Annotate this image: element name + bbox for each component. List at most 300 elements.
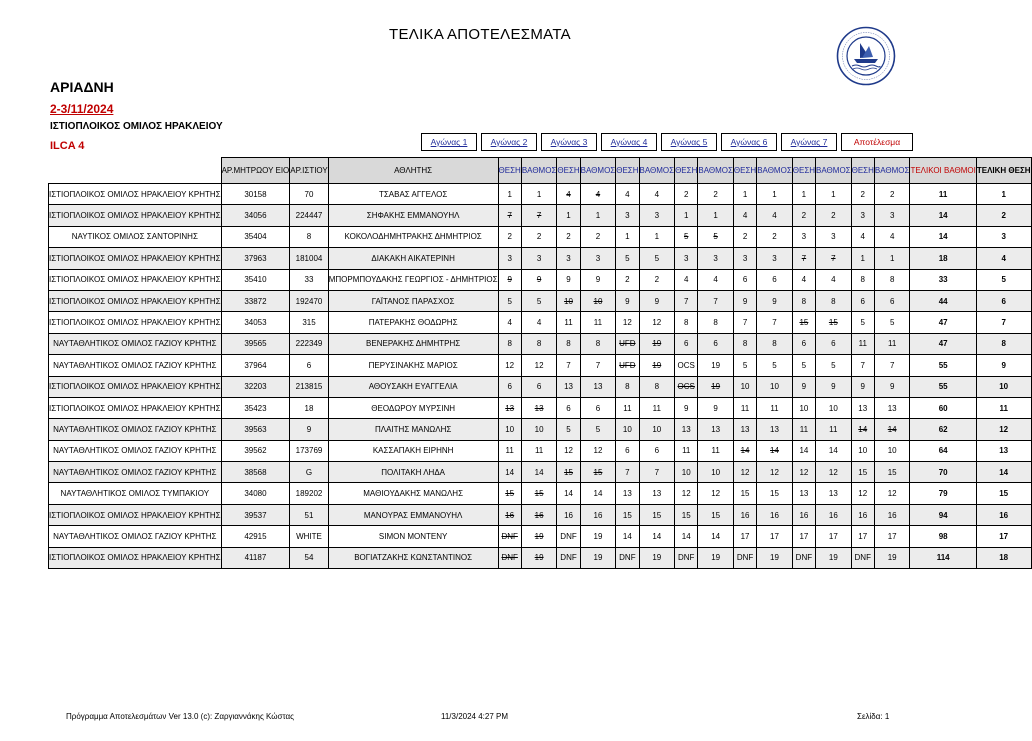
header-points: ΒΑΘΜΟΣ <box>521 158 557 184</box>
reg-number-cell: 39537 <box>221 504 290 525</box>
race-position-cell: 9 <box>675 397 698 418</box>
total-points-cell: 70 <box>910 462 976 483</box>
race-position-cell: 3 <box>851 205 874 226</box>
race-points-cell: 10 <box>698 462 734 483</box>
race-points-cell: 7 <box>521 205 557 226</box>
sail-number-cell: 8 <box>290 226 328 247</box>
result-label: Αποτέλεσμα <box>841 133 913 151</box>
race-points-cell: 9 <box>816 376 852 397</box>
race-points-cell: 19 <box>639 355 675 376</box>
sail-number-cell: 315 <box>290 312 328 333</box>
race-label: Αγώνας 3 <box>541 133 597 151</box>
race-position-cell: 11 <box>733 397 756 418</box>
race-position-cell: 3 <box>498 248 521 269</box>
athlete-cell: ΠΟΛΙΤΑΚΗ ΛΗΔΑ <box>328 462 498 483</box>
race-points-cell: 6 <box>816 333 852 354</box>
race-position-cell: DNF <box>792 547 815 568</box>
race-position-cell: 13 <box>851 397 874 418</box>
race-points-cell: 8 <box>521 333 557 354</box>
race-position-cell: 7 <box>675 290 698 311</box>
race-position-cell: 7 <box>851 355 874 376</box>
total-points-cell: 18 <box>910 248 976 269</box>
race-position-cell: 17 <box>851 526 874 547</box>
race-position-cell: 10 <box>498 419 521 440</box>
race-position-cell: 4 <box>675 269 698 290</box>
reg-number-cell: 39565 <box>221 333 290 354</box>
race-position-cell: OCS <box>675 355 698 376</box>
final-position-cell: 13 <box>976 440 1031 461</box>
race-points-cell: 15 <box>580 462 616 483</box>
race-points-cell: 10 <box>816 397 852 418</box>
header-points: ΒΑΘΜΟΣ <box>639 158 675 184</box>
athlete-cell: ΜΠΟΡΜΠΟΥΔΑΚΗΣ ΓΕΩΡΓΙΟΣ - ΔΗΜΗΤΡΙΟΣ <box>328 269 498 290</box>
race-points-cell: 5 <box>874 312 910 333</box>
race-points-cell: 11 <box>874 333 910 354</box>
final-position-cell: 3 <box>976 226 1031 247</box>
race-points-cell: 13 <box>874 397 910 418</box>
reg-number-cell: 33872 <box>221 290 290 311</box>
race-points-cell: 9 <box>874 376 910 397</box>
final-position-cell: 18 <box>976 547 1031 568</box>
race-position-cell: 3 <box>792 226 815 247</box>
race-position-cell: 1 <box>498 184 521 205</box>
race-position-cell: 14 <box>616 526 639 547</box>
race-points-cell: 11 <box>521 440 557 461</box>
athlete-cell: SIMON MONTENY <box>328 526 498 547</box>
race-points-cell: 14 <box>816 440 852 461</box>
race-position-cell: 17 <box>733 526 756 547</box>
header-position: ΘΕΣΗ <box>851 158 874 184</box>
athlete-cell: ΜΑΝΟΥΡΑΣ ΕΜΜΑΝΟΥΗΛ <box>328 504 498 525</box>
race-position-cell: 5 <box>498 290 521 311</box>
race-position-cell: DNF <box>498 547 521 568</box>
club-cell: ΝΑΥΤΑΘΛΗΤΙΚΟΣ ΟΜΙΛΟΣ ΓΑΖΙΟΥ ΚΡΗΤΗΣ <box>49 462 222 483</box>
table-row <box>49 269 1032 290</box>
race-position-cell: 8 <box>557 333 580 354</box>
race-points-cell: 7 <box>874 355 910 376</box>
race-points-cell: 6 <box>521 376 557 397</box>
event-dates: 2-3/11/2024 <box>50 102 114 116</box>
total-points-cell: 98 <box>910 526 976 547</box>
race-points-cell: 4 <box>639 184 675 205</box>
race-position-cell: DNF <box>851 547 874 568</box>
race-points-cell: 1 <box>816 184 852 205</box>
race-points-cell: 19 <box>698 355 734 376</box>
athlete-cell: ΠΕΡΥΣΙΝΑΚΗΣ ΜΑΡΙΟΣ <box>328 355 498 376</box>
race-points-cell: 8 <box>757 333 793 354</box>
race-label: Αγώνας 7 <box>781 133 837 151</box>
table-row <box>49 419 1032 440</box>
race-position-cell: 12 <box>851 483 874 504</box>
race-position-cell: 17 <box>792 526 815 547</box>
race-points-cell: 7 <box>816 248 852 269</box>
race-position-cell: 14 <box>851 419 874 440</box>
race-label: Αγώνας 1 <box>421 133 477 151</box>
race-points-cell: 1 <box>874 248 910 269</box>
race-position-cell: 4 <box>733 205 756 226</box>
race-position-cell: 9 <box>851 376 874 397</box>
total-points-cell: 62 <box>910 419 976 440</box>
reg-number-cell: 34053 <box>221 312 290 333</box>
race-position-cell: 16 <box>733 504 756 525</box>
race-points-cell: 19 <box>639 547 675 568</box>
table-row <box>49 333 1032 354</box>
race-position-cell: 1 <box>851 248 874 269</box>
club-cell: ΙΣΤΙΟΠΛΟΙΚΟΣ ΟΜΙΛΟΣ ΗΡΑΚΛΕΙΟΥ ΚΡΗΤΗΣ <box>49 397 222 418</box>
race-points-cell: 12 <box>521 355 557 376</box>
reg-number-cell: 37963 <box>221 248 290 269</box>
athlete-cell: ΤΣΑΒΑΣ ΑΓΓΕΛΟΣ <box>328 184 498 205</box>
race-points-cell: 15 <box>639 504 675 525</box>
race-points-cell: 7 <box>580 355 616 376</box>
race-position-cell: 16 <box>557 504 580 525</box>
sail-number-cell: G <box>290 462 328 483</box>
race-position-cell: 10 <box>851 440 874 461</box>
race-points-cell: 4 <box>521 312 557 333</box>
sail-number-cell: 9 <box>290 419 328 440</box>
header-sail-number: ΑΡ.ΙΣΤΙΟΥ <box>290 158 328 184</box>
athlete-cell: ΔΙΑΚΑΚΗ ΑΙΚΑΤΕΡΙΝΗ <box>328 248 498 269</box>
club-cell: ΙΣΤΙΟΠΛΟΙΚΟΣ ΟΜΙΛΟΣ ΗΡΑΚΛΕΙΟΥ ΚΡΗΤΗΣ <box>49 547 222 568</box>
final-position-cell: 12 <box>976 419 1031 440</box>
race-points-cell: 10 <box>521 419 557 440</box>
header-club <box>49 158 222 184</box>
race-points-cell: 10 <box>639 419 675 440</box>
race-position-cell: 7 <box>733 312 756 333</box>
race-position-cell: 5 <box>616 248 639 269</box>
race-position-cell: 12 <box>675 483 698 504</box>
race-points-cell: 12 <box>874 483 910 504</box>
race-points-cell: 16 <box>521 504 557 525</box>
race-position-cell: 8 <box>733 333 756 354</box>
race-position-cell: 12 <box>616 312 639 333</box>
total-points-cell: 55 <box>910 355 976 376</box>
race-points-cell: 15 <box>757 483 793 504</box>
header-position: ΘΕΣΗ <box>792 158 815 184</box>
race-points-cell: 19 <box>816 547 852 568</box>
race-position-cell: 2 <box>616 269 639 290</box>
header-position: ΘΕΣΗ <box>675 158 698 184</box>
club-cell: ΝΑΥΤΑΘΛΗΤΙΚΟΣ ΟΜΙΛΟΣ ΓΑΖΙΟΥ ΚΡΗΤΗΣ <box>49 333 222 354</box>
reg-number-cell: 35404 <box>221 226 290 247</box>
header-points: ΒΑΘΜΟΣ <box>757 158 793 184</box>
footer-program: Πρόγραμμα Αποτελεσμάτων Ver 13.0 (c): Ζαργιαννάκης Κώστας <box>66 712 294 721</box>
club-cell: ΙΣΤΙΟΠΛΟΙΚΟΣ ΟΜΙΛΟΣ ΗΡΑΚΛΕΙΟΥ ΚΡΗΤΗΣ <box>49 269 222 290</box>
header-points: ΒΑΘΜΟΣ <box>698 158 734 184</box>
race-label: Αγώνας 4 <box>601 133 657 151</box>
race-position-cell: 2 <box>498 226 521 247</box>
race-position-cell: 16 <box>851 504 874 525</box>
total-points-cell: 60 <box>910 397 976 418</box>
race-points-cell: 3 <box>580 248 616 269</box>
race-points-cell: 2 <box>816 205 852 226</box>
race-position-cell: 5 <box>557 419 580 440</box>
race-points-cell: 5 <box>816 355 852 376</box>
race-position-cell: DNF <box>557 526 580 547</box>
final-position-cell: 2 <box>976 205 1031 226</box>
race-position-cell: 12 <box>557 440 580 461</box>
header-points: ΒΑΘΜΟΣ <box>874 158 910 184</box>
reg-number-cell: 41187 <box>221 547 290 568</box>
race-points-cell: 9 <box>698 397 734 418</box>
race-points-cell: 3 <box>757 248 793 269</box>
total-points-cell: 47 <box>910 312 976 333</box>
race-points-cell: 19 <box>698 376 734 397</box>
race-header-row <box>421 133 917 151</box>
race-position-cell: 12 <box>733 462 756 483</box>
race-position-cell: 8 <box>792 290 815 311</box>
race-position-cell: 2 <box>675 184 698 205</box>
race-position-cell: 11 <box>557 312 580 333</box>
race-points-cell: 12 <box>639 312 675 333</box>
club-cell: ΝΑΥΤΙΚΟΣ ΟΜΙΛΟΣ ΣΑΝΤΟΡΙΝΗΣ <box>49 226 222 247</box>
athlete-cell: ΓΑΪΤΑΝΟΣ ΠΑΡΑΣΧΟΣ <box>328 290 498 311</box>
reg-number-cell: 39563 <box>221 419 290 440</box>
race-points-cell: 10 <box>874 440 910 461</box>
race-position-cell: 13 <box>616 483 639 504</box>
race-position-cell: DNF <box>616 547 639 568</box>
race-position-cell: 3 <box>557 248 580 269</box>
race-position-cell: 12 <box>792 462 815 483</box>
event-name: ΑΡΙΑΔΝΗ <box>50 79 114 95</box>
reg-number-cell: 30158 <box>221 184 290 205</box>
athlete-cell: ΘΕΟΔΩΡΟΥ ΜΥΡΣΙΝΗ <box>328 397 498 418</box>
race-position-cell: 7 <box>557 355 580 376</box>
sail-number-cell: 18 <box>290 397 328 418</box>
race-points-cell: 2 <box>639 269 675 290</box>
race-points-cell: 3 <box>639 205 675 226</box>
race-points-cell: 2 <box>698 184 734 205</box>
race-position-cell: 11 <box>792 419 815 440</box>
club-cell: ΝΑΥΤΑΘΛΗΤΙΚΟΣ ΟΜΙΛΟΣ ΤΥΜΠΑΚΙΟΥ <box>49 483 222 504</box>
club-cell: ΝΑΥΤΑΘΛΗΤΙΚΟΣ ΟΜΙΛΟΣ ΓΑΖΙΟΥ ΚΡΗΤΗΣ <box>49 355 222 376</box>
sail-number-cell: 189202 <box>290 483 328 504</box>
table-row <box>49 184 1032 205</box>
athlete-cell: ΠΑΤΕΡΑΚΗΣ ΘΟΔΩΡΗΣ <box>328 312 498 333</box>
race-position-cell: DNF <box>733 547 756 568</box>
final-position-cell: 17 <box>976 526 1031 547</box>
final-position-cell: 10 <box>976 376 1031 397</box>
race-position-cell: 2 <box>733 226 756 247</box>
reg-number-cell: 35423 <box>221 397 290 418</box>
total-points-cell: 11 <box>910 184 976 205</box>
race-position-cell: 12 <box>498 355 521 376</box>
race-points-cell: 11 <box>580 312 616 333</box>
race-points-cell: 8 <box>580 333 616 354</box>
final-position-cell: 6 <box>976 290 1031 311</box>
race-points-cell: 9 <box>580 269 616 290</box>
race-position-cell: 11 <box>616 397 639 418</box>
athlete-cell: ΠΛΑΙΤΗΣ ΜΑΝΩΛΗΣ <box>328 419 498 440</box>
table-row <box>49 504 1032 525</box>
final-position-cell: 14 <box>976 462 1031 483</box>
club-cell: ΙΣΤΙΟΠΛΟΙΚΟΣ ΟΜΙΛΟΣ ΗΡΑΚΛΕΙΟΥ ΚΡΗΤΗΣ <box>49 184 222 205</box>
race-points-cell: 5 <box>580 419 616 440</box>
header-points: ΒΑΘΜΟΣ <box>816 158 852 184</box>
race-position-cell: 5 <box>792 355 815 376</box>
race-position-cell: 3 <box>616 205 639 226</box>
club-cell: ΙΣΤΙΟΠΛΟΙΚΟΣ ΟΜΙΛΟΣ ΗΡΑΚΛΕΙΟΥ ΚΡΗΤΗΣ <box>49 290 222 311</box>
race-position-cell: 4 <box>792 269 815 290</box>
race-points-cell: 19 <box>698 547 734 568</box>
total-points-cell: 44 <box>910 290 976 311</box>
race-position-cell: 7 <box>498 205 521 226</box>
race-points-cell: 5 <box>698 226 734 247</box>
race-label: Αγώνας 6 <box>721 133 777 151</box>
race-position-cell: 13 <box>792 483 815 504</box>
race-points-cell: 8 <box>816 290 852 311</box>
race-position-cell: 5 <box>733 355 756 376</box>
race-position-cell: 15 <box>792 312 815 333</box>
header-position: ΘΕΣΗ <box>616 158 639 184</box>
race-points-cell: 11 <box>757 397 793 418</box>
race-points-cell: 9 <box>639 290 675 311</box>
reg-number-cell: 42915 <box>221 526 290 547</box>
race-points-cell: 19 <box>874 547 910 568</box>
race-position-cell: 2 <box>851 184 874 205</box>
sail-number-cell: 6 <box>290 355 328 376</box>
race-points-cell: 8 <box>698 312 734 333</box>
table-row <box>49 397 1032 418</box>
athlete-cell: ΜΑΘΙΟΥΔΑΚΗΣ ΜΑΝΩΛΗΣ <box>328 483 498 504</box>
race-points-cell: 14 <box>580 483 616 504</box>
race-position-cell: DNF <box>675 547 698 568</box>
race-position-cell: 4 <box>851 226 874 247</box>
race-position-cell: 15 <box>733 483 756 504</box>
race-points-cell: 13 <box>521 397 557 418</box>
race-points-cell: 11 <box>816 419 852 440</box>
header-athlete: ΑΘΛΗΤΗΣ <box>328 158 498 184</box>
race-position-cell: 14 <box>792 440 815 461</box>
reg-number-cell: 39562 <box>221 440 290 461</box>
final-position-cell: 8 <box>976 333 1031 354</box>
federation-logo <box>836 26 896 86</box>
race-points-cell: 8 <box>639 376 675 397</box>
total-points-cell: 33 <box>910 269 976 290</box>
race-points-cell: 5 <box>521 290 557 311</box>
race-points-cell: 19 <box>580 526 616 547</box>
race-points-cell: 9 <box>757 290 793 311</box>
sail-number-cell: 192470 <box>290 290 328 311</box>
athlete-cell: ΑΘΟΥΣΑΚΗ ΕΥΑΓΓΕΛΙΑ <box>328 376 498 397</box>
final-position-cell: 5 <box>976 269 1031 290</box>
total-points-cell: 79 <box>910 483 976 504</box>
race-points-cell: 11 <box>698 440 734 461</box>
race-points-cell: 4 <box>874 226 910 247</box>
table-row <box>49 462 1032 483</box>
race-position-cell: 8 <box>498 333 521 354</box>
race-points-cell: 19 <box>639 333 675 354</box>
final-position-cell: 15 <box>976 483 1031 504</box>
race-points-cell: 12 <box>757 462 793 483</box>
race-points-cell: 19 <box>580 547 616 568</box>
race-points-cell: 2 <box>580 226 616 247</box>
club-cell: ΙΣΤΙΟΠΛΟΙΚΟΣ ΟΜΙΛΟΣ ΗΡΑΚΛΕΙΟΥ ΚΡΗΤΗΣ <box>49 248 222 269</box>
race-label: Αγώνας 5 <box>661 133 717 151</box>
race-position-cell: 2 <box>557 226 580 247</box>
race-position-cell: 6 <box>733 269 756 290</box>
race-position-cell: 9 <box>792 376 815 397</box>
sail-number-cell: 54 <box>290 547 328 568</box>
race-position-cell: 2 <box>792 205 815 226</box>
race-points-cell: 12 <box>580 440 616 461</box>
race-points-cell: 2 <box>521 226 557 247</box>
race-points-cell: 1 <box>757 184 793 205</box>
total-points-cell: 14 <box>910 205 976 226</box>
race-points-cell: 5 <box>757 355 793 376</box>
race-points-cell: 11 <box>639 397 675 418</box>
race-position-cell: 11 <box>498 440 521 461</box>
sail-number-cell: 224447 <box>290 205 328 226</box>
race-points-cell: 17 <box>816 526 852 547</box>
table-row <box>49 440 1032 461</box>
race-position-cell: 5 <box>851 312 874 333</box>
race-points-cell: 13 <box>757 419 793 440</box>
athlete-cell: ΚΟΚΟΛΟΔΗΜΗΤΡΑΚΗΣ ΔΗΜΗΤΡΙΟΣ <box>328 226 498 247</box>
club-cell: ΙΣΤΙΟΠΛΟΙΚΟΣ ΟΜΙΛΟΣ ΗΡΑΚΛΕΙΟΥ ΚΡΗΤΗΣ <box>49 312 222 333</box>
race-position-cell: 14 <box>557 483 580 504</box>
race-points-cell: 19 <box>757 547 793 568</box>
race-position-cell: 1 <box>557 205 580 226</box>
sail-number-cell: 213815 <box>290 376 328 397</box>
race-points-cell: 6 <box>639 440 675 461</box>
total-points-cell: 94 <box>910 504 976 525</box>
race-points-cell: 3 <box>521 248 557 269</box>
header-total-points: ΤΕΛΙΚΟΙ ΒΑΘΜΟΙ <box>910 158 976 184</box>
race-position-cell: 15 <box>557 462 580 483</box>
total-points-cell: 47 <box>910 333 976 354</box>
sail-number-cell: 181004 <box>290 248 328 269</box>
race-points-cell: 4 <box>698 269 734 290</box>
race-points-cell: 2 <box>874 184 910 205</box>
race-position-cell: 10 <box>616 419 639 440</box>
race-points-cell: 16 <box>874 504 910 525</box>
race-position-cell: 6 <box>675 333 698 354</box>
race-points-cell: 16 <box>580 504 616 525</box>
table-row <box>49 205 1032 226</box>
race-points-cell: 14 <box>698 526 734 547</box>
race-points-cell: 17 <box>874 526 910 547</box>
race-points-cell: 9 <box>521 269 557 290</box>
race-position-cell: OCS <box>675 376 698 397</box>
race-points-cell: 16 <box>816 504 852 525</box>
reg-number-cell: 37964 <box>221 355 290 376</box>
race-position-cell: 16 <box>498 504 521 525</box>
header-position: ΘΕΣΗ <box>498 158 521 184</box>
race-points-cell: 15 <box>521 483 557 504</box>
race-position-cell: 10 <box>792 397 815 418</box>
race-points-cell: 10 <box>580 290 616 311</box>
race-points-cell: 19 <box>521 526 557 547</box>
race-points-cell: 15 <box>816 312 852 333</box>
sail-number-cell: 173769 <box>290 440 328 461</box>
athlete-cell: ΚΑΣΣΑΠΑΚΗ ΕΙΡΗΝΗ <box>328 440 498 461</box>
race-points-cell: 13 <box>698 419 734 440</box>
race-position-cell: 16 <box>792 504 815 525</box>
table-row <box>49 312 1032 333</box>
header-final-position: ΤΕΛΙΚΗ ΘΕΣΗ <box>976 158 1031 184</box>
table-row <box>49 248 1032 269</box>
race-position-cell: 10 <box>733 376 756 397</box>
race-points-cell: 14 <box>757 440 793 461</box>
race-points-cell: 4 <box>757 205 793 226</box>
race-points-cell: 6 <box>874 290 910 311</box>
race-points-cell: 14 <box>521 462 557 483</box>
table-row <box>49 290 1032 311</box>
boat-class: ILCA 4 <box>50 140 85 152</box>
race-points-cell: 1 <box>580 205 616 226</box>
reg-number-cell: 34056 <box>221 205 290 226</box>
